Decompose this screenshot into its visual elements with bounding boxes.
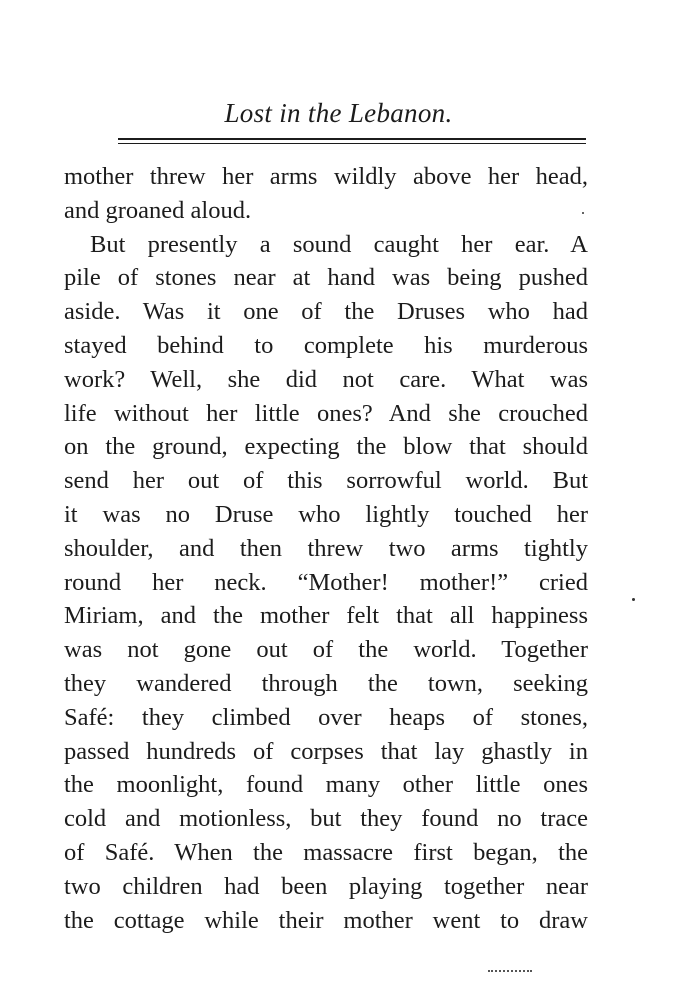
- text-line: they wandered through the town, seeking: [64, 669, 588, 697]
- text-line: on the ground, expecting the blow that should: [64, 433, 588, 461]
- text-line: send her out of this sorrowful world. But: [64, 467, 588, 495]
- text-line: was not gone out of the world. Together: [64, 636, 588, 664]
- text-line: it was no Druse who lightly touched her: [64, 500, 588, 528]
- text-line: Miriam, and the mother felt that all happiness: [64, 602, 588, 630]
- text-line: pile of stones near at hand was being pushed: [64, 264, 588, 292]
- text-line: Safé: they climbed over heaps of stones,: [64, 703, 588, 731]
- text-line: round her neck. “Mother! mother!” cried: [64, 568, 588, 596]
- text-line: shoulder, and then threw two arms tightly: [64, 534, 588, 562]
- text-line: of Safé. When the massacre first began, the: [64, 838, 588, 866]
- text-line: cold and motionless, but they found no trace: [64, 805, 588, 833]
- text-line: two children had been playing together near: [64, 872, 588, 900]
- text-line: work? Well, she did not care. What was: [64, 365, 588, 393]
- header-rule-thick: [118, 138, 586, 140]
- text-line: mother threw her arms wildly above her head,: [64, 163, 588, 190]
- text-line: life without her little ones? And she crouched: [64, 399, 588, 427]
- text-line: the moonlight, found many other little ones: [64, 771, 588, 799]
- text-line: aside. Was it one of the Druses who had: [64, 298, 588, 326]
- body-text: [64, 160, 588, 937]
- ink-speck: [582, 212, 584, 214]
- text-line: stayed behind to complete his murderous: [64, 331, 588, 359]
- ink-speck: [632, 598, 635, 601]
- text-line: But presently a sound caught her ear. A: [90, 230, 588, 258]
- text-line: passed hundreds of corpses that lay ghastly in: [64, 737, 588, 765]
- page-mark: [488, 970, 532, 974]
- header-rule-thin: [118, 143, 586, 144]
- text-line: the cottage while their mother went to draw: [64, 906, 588, 934]
- running-head: Lost in the Lebanon.: [224, 98, 453, 128]
- text-line: and groaned aloud.: [64, 196, 252, 224]
